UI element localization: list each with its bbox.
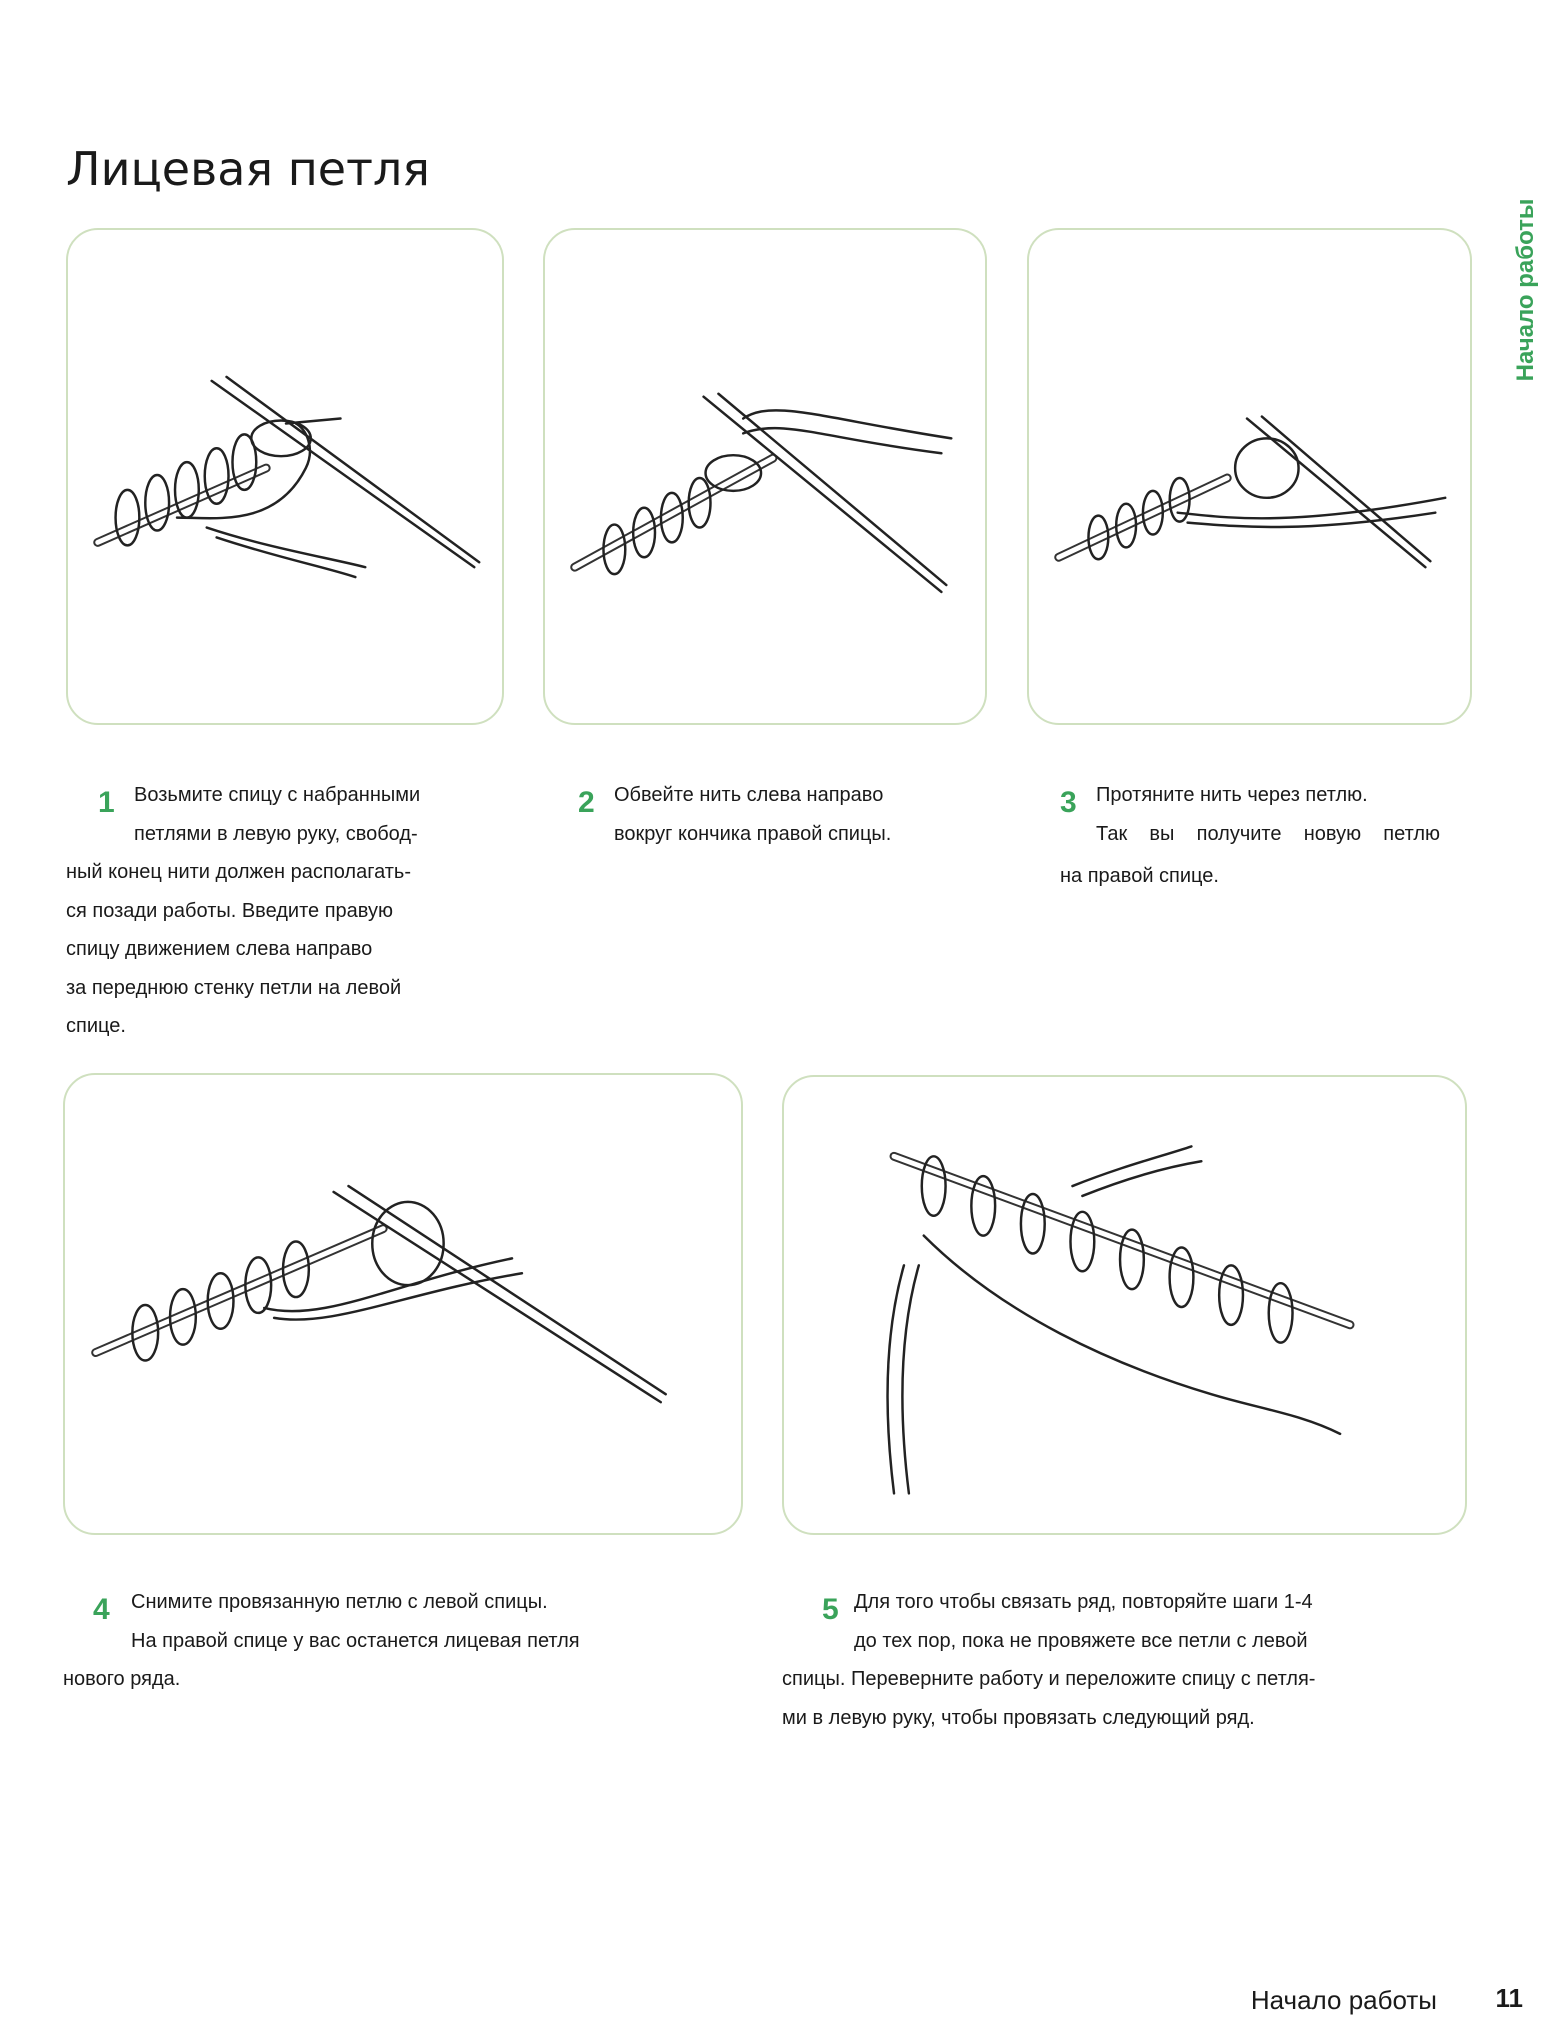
knitting-illustration-1 [68, 230, 502, 723]
step-number: 3 [1060, 786, 1077, 819]
step-text-line: Возьмите спицу с набранными [134, 784, 421, 806]
illustration-panel-5 [782, 1075, 1467, 1535]
step-text-line: спицу движением слева направо [66, 938, 373, 960]
illustration-panel-2 [543, 228, 987, 725]
illustration-panel-4 [63, 1073, 743, 1535]
step-5 [782, 1583, 1402, 1737]
step-4 [63, 1583, 703, 1699]
section-side-tab [1508, 190, 1544, 390]
knitting-illustration-2 [545, 230, 985, 723]
page-title: Лицевая петля [66, 142, 430, 196]
step-text-line: ный конец нити должен располагать- [66, 861, 411, 883]
section-side-tab-label: Начало работы [1512, 198, 1539, 382]
step-text-line: нового ряда. [63, 1668, 181, 1690]
page-number: 11 [1495, 1983, 1523, 2013]
step-3 [1060, 776, 1440, 896]
step-number: 2 [578, 786, 595, 819]
step-number: 5 [822, 1593, 839, 1626]
step-1 [66, 776, 496, 1046]
step-text-line: Обвейте нить слева направо [614, 784, 884, 806]
step-text-line: до тех пор, пока не провяжете все петли с левой [854, 1629, 1308, 1652]
knitting-illustration-3 [1029, 230, 1470, 723]
illustration-panel-1 [66, 228, 504, 725]
step-text-line: ся позади работы. Введите правую [66, 899, 393, 922]
step-text-line: Так вы получите новую петлю [1096, 822, 1440, 845]
step-text-line: Для того чтобы связать ряд, повторяйте шаги 1-4 [854, 1591, 1313, 1613]
knitting-illustration-5 [784, 1077, 1465, 1533]
step-text-line: вокруг кончика правой спицы. [614, 822, 892, 845]
footer-section-label: Начало работы [1250, 1985, 1437, 2015]
step-text-line: Снимите провязанную петлю с левой спицы. [131, 1591, 548, 1613]
step-text-line: на правой спице. [1060, 865, 1219, 887]
step-text-line: спицы. Переверните работу и переложите спицу с петля- [782, 1668, 1316, 1690]
step-text-line: за переднюю стенку петли на левой [66, 976, 402, 999]
step-text-line: петлями в левую руку, свобод- [134, 822, 418, 845]
step-text-line: ми в левую руку, чтобы провязать следующий ряд. [782, 1706, 1255, 1729]
knitting-illustration-4 [65, 1075, 741, 1533]
step-text-line: Протяните нить через петлю. [1096, 784, 1368, 806]
step-number: 4 [93, 1593, 110, 1626]
step-number: 1 [98, 786, 115, 819]
illustration-panel-3 [1027, 228, 1472, 725]
step-text-line: спице. [66, 1015, 126, 1037]
step-2 [578, 776, 978, 853]
step-text-line: На правой спице у вас останется лицевая петля [131, 1629, 580, 1652]
